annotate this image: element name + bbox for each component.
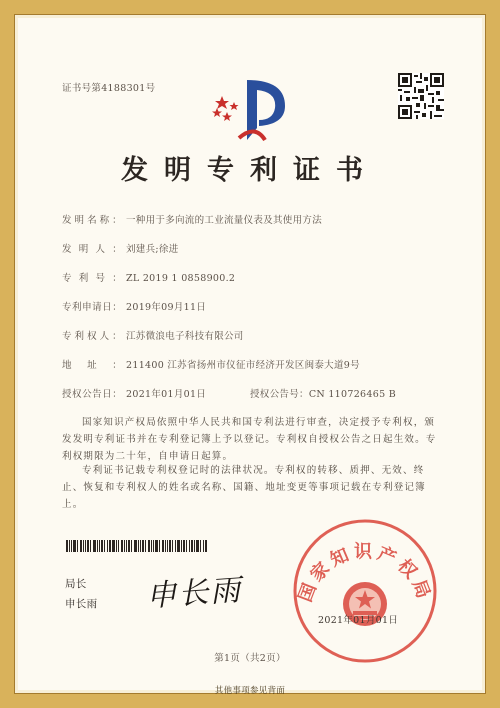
barcode-bar	[101, 540, 103, 552]
field-grant-number	[250, 386, 396, 400]
field-value: 一种用于多向流的工业流量仪表及其使用方法	[126, 215, 323, 226]
barcode-bar	[93, 540, 96, 552]
field-filing-date	[62, 299, 206, 313]
barcode-bar	[148, 540, 150, 552]
official-seal	[290, 516, 440, 666]
barcode-bar	[131, 540, 132, 552]
field-label: 授权公告日：	[62, 389, 122, 400]
barcode-bar	[90, 540, 91, 552]
barcode-bar	[134, 540, 137, 552]
barcode-bar	[145, 540, 146, 552]
handwritten-signature: 申长雨	[145, 572, 244, 615]
barcode-bar	[159, 540, 160, 552]
body-paragraph-2: 专利证书记载专利权登记时的法律状况。专利权的转移、质押、无效、终止、恢复和专利权人的姓名或名称、国籍、地址变更等事项记载在专利登记簿上。	[62, 465, 426, 510]
field-label: 发明人：	[62, 244, 122, 255]
cnipa-logo	[205, 68, 295, 150]
field-value: 2021年01月01日	[126, 389, 207, 400]
barcode-bar	[167, 540, 168, 552]
barcode-bar	[205, 540, 207, 552]
barcode-bar	[121, 540, 123, 552]
bottom-note: 其他事项参见背面	[214, 686, 286, 696]
qr-code	[398, 73, 444, 119]
field-label: 发明名称：	[62, 215, 122, 226]
field-value: 2019年09月11日	[126, 302, 207, 313]
certificate-title: 发明专利证书	[121, 155, 379, 186]
director-title: 局长	[65, 578, 87, 590]
barcode-bar	[107, 540, 108, 552]
logo-stars	[212, 96, 239, 121]
barcode-bar	[177, 540, 180, 552]
field-label: 专利权人：	[62, 331, 122, 342]
barcode-bar	[118, 540, 119, 552]
field-patent-number	[62, 270, 235, 284]
barcode	[66, 540, 208, 552]
barcode-bar	[138, 540, 139, 552]
barcode-bar	[181, 540, 182, 552]
barcode-bar	[165, 540, 166, 552]
barcode-bar	[194, 540, 195, 552]
barcode-bar	[189, 540, 190, 552]
barcode-bar	[116, 540, 117, 552]
field-value: CN 110726465 B	[308, 389, 397, 400]
field-value: 刘建兵;徐进	[126, 244, 179, 255]
director-name: 申长雨	[65, 598, 98, 610]
barcode-bar	[83, 540, 84, 552]
barcode-bar	[175, 540, 176, 552]
barcode-bar	[124, 540, 125, 552]
barcode-bar	[162, 540, 164, 552]
field-label: 地址：	[62, 360, 122, 371]
barcode-bar	[172, 540, 173, 552]
barcode-bar	[104, 540, 105, 552]
field-label: 专利申请日：	[62, 302, 122, 313]
barcode-bar	[169, 540, 171, 552]
page-number: 第1页（共2页）	[214, 653, 286, 664]
barcode-bar	[203, 540, 204, 552]
barcode-bar	[112, 540, 115, 552]
barcode-bar	[155, 540, 158, 552]
barcode-bar	[183, 540, 185, 552]
barcode-bar	[87, 540, 89, 552]
barcode-bar	[85, 540, 86, 552]
field-value: 江苏微浪电子科技有限公司	[126, 331, 244, 342]
barcode-bar	[69, 540, 70, 552]
barcode-bar	[109, 540, 111, 552]
barcode-bar	[71, 540, 72, 552]
barcode-bar	[66, 540, 68, 552]
barcode-bar	[73, 540, 76, 552]
field-value: 211400 江苏省扬州市仪征市经济开发区闽泰大道9号	[126, 360, 360, 371]
barcode-bar	[142, 540, 144, 552]
field-address	[62, 357, 360, 371]
barcode-bar	[128, 540, 130, 552]
field-inventor	[62, 241, 179, 255]
barcode-bar	[153, 540, 154, 552]
barcode-bar	[97, 540, 98, 552]
barcode-bar	[200, 540, 201, 552]
seal-date: 2021年01月01日	[318, 615, 399, 626]
barcode-bar	[126, 540, 127, 552]
barcode-bar	[99, 540, 100, 552]
field-label: 授权公告号：	[250, 389, 309, 400]
body-paragraph-1: 国家知识产权局依照中华人民共和国专利法进行审查，决定授予专利权，颁发发明专利证书并在专利登记簿上予以登记。专利权自授权公告之日起生效。专利权期限为二十年，自申请日起算。	[62, 417, 437, 462]
field-invention-name	[62, 212, 322, 226]
barcode-bar	[151, 540, 152, 552]
field-grant-date	[62, 386, 206, 400]
seal-text: 国家知识产权局	[294, 541, 436, 605]
barcode-bar	[80, 540, 82, 552]
barcode-bar	[140, 540, 141, 552]
field-patentee	[62, 328, 244, 342]
barcode-bar	[77, 540, 78, 552]
barcode-bar	[186, 540, 187, 552]
barcode-bar	[191, 540, 193, 552]
logo-swoosh	[239, 131, 265, 140]
certificate-number: 证书号第4188301号	[62, 83, 156, 94]
field-value: ZL 2019 1 0858900.2	[126, 273, 236, 284]
barcode-bar	[196, 540, 199, 552]
field-label: 专利号：	[62, 273, 122, 284]
